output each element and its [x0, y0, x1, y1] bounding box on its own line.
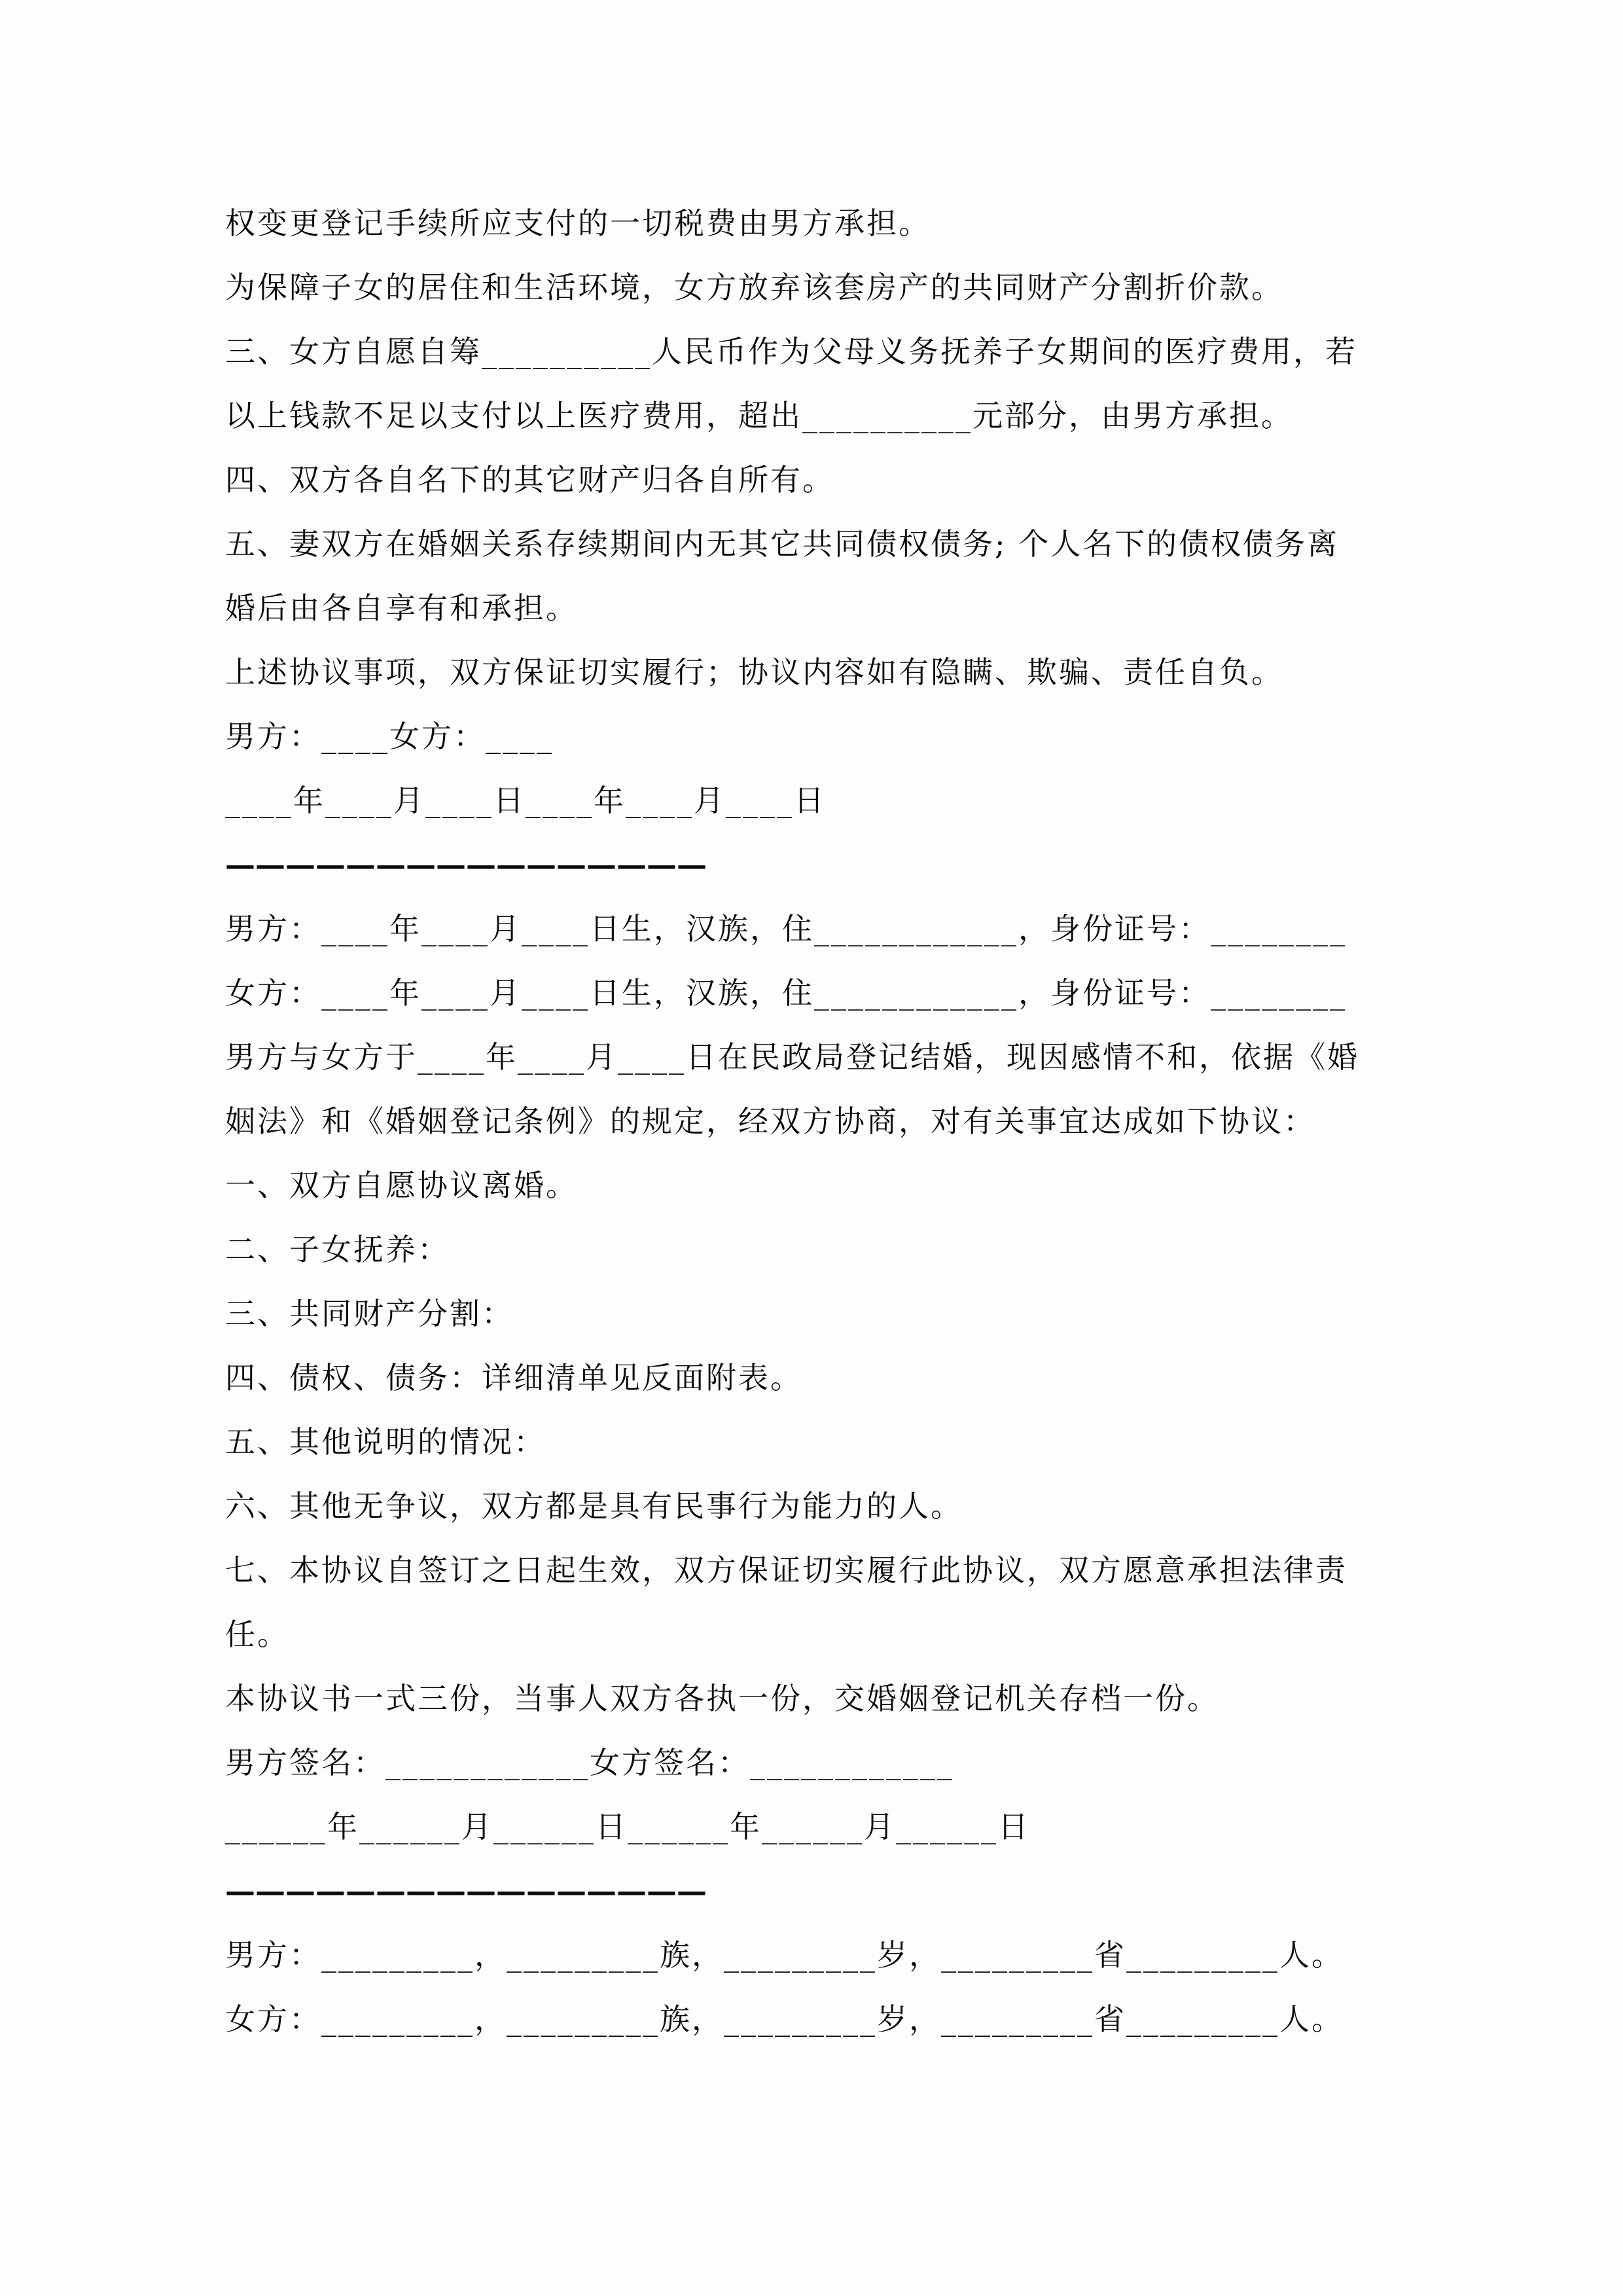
- section-divider-2: ————————————————: [225, 1873, 707, 1909]
- doc-line-item7-cont: 任。: [225, 1617, 289, 1652]
- doc-line-item6-no-dispute: 六、其他无争议，双方都是具有民事行为能力的人。: [225, 1488, 963, 1524]
- doc-line-item1-voluntary-divorce: 一、双方自愿协议离婚。: [225, 1168, 578, 1203]
- doc-line-signature-blanks-2: 男方签名：____________女方签名：____________: [225, 1745, 954, 1780]
- doc-line-item2-child-custody: 二、子女抚养：: [225, 1232, 450, 1267]
- doc-line-item5-other-notes: 五、其他说明的情况：: [225, 1424, 546, 1460]
- doc-line-clause3-medical-funds: 三、女方自愿自筹__________人民币作为父母义务抚养子女期间的医疗费用，若: [225, 334, 1357, 369]
- doc-line-item4-debts-schedule: 四、债权、债务：详细清单见反面附表。: [225, 1360, 802, 1395]
- doc-line-husband-identity: 男方：____年____月____日生，汉族，住____________，身份证号：________: [225, 911, 1347, 946]
- agreement-body-text: [225, 191, 1400, 2051]
- doc-line-wife-profile: 女方：_________，_________族，_________岁，_________省_________人。: [225, 2001, 1344, 2037]
- doc-line-item3-property-division: 三、共同财产分割：: [225, 1296, 514, 1331]
- doc-line-date-blanks-2: ______年______月______日______年______月______日: [225, 1809, 1030, 1844]
- doc-line-legal-basis: 姻法》和《婚姻登记条例》的规定，经双方协商，对有关事宜达成如下协议：: [225, 1103, 1315, 1139]
- section-divider-1: ————————————————: [225, 847, 707, 882]
- doc-line-wife-identity: 女方：____年____月____日生，汉族，住____________，身份证号：________: [225, 975, 1347, 1011]
- doc-line-signature-blanks-1: 男方：____女方：____: [225, 719, 554, 754]
- doc-line-copies: 本协议书一式三份，当事人双方各执一份，交婚姻登记机关存档一份。: [225, 1681, 1219, 1716]
- doc-line-clause4-property: 四、双方各自名下的其它财产归各自所有。: [225, 462, 834, 497]
- doc-line-guarantee: 上述协议事项，双方保证切实履行；协议内容如有隐瞒、欺骗、责任自负。: [225, 655, 1283, 690]
- doc-line-housing-waiver: 为保障子女的居住和生活环境，女方放弃该套房产的共同财产分割折价款。: [225, 270, 1283, 305]
- doc-line-clause5-debts-cont: 婚后由各自享有和承担。: [225, 590, 578, 626]
- doc-line-item7-effectiveness: 七、本协议自签订之日起生效，双方保证切实履行此协议，双方愿意承担法律责: [225, 1552, 1347, 1588]
- doc-line-tax-burden: 权变更登记手续所应支付的一切税费由男方承担。: [225, 206, 931, 241]
- doc-line-clause5-debts: 五、妻双方在婚姻关系存续期间内无其它共同债权债务; 个人名下的债权债务离: [225, 526, 1340, 562]
- doc-line-husband-profile: 男方：_________，_________族，_________岁，_________省_________人。: [225, 1937, 1344, 1973]
- doc-line-marriage-registration: 男方与女方于____年____月____日在民政局登记结婚，现因感情不和，依据《婚: [225, 1039, 1359, 1075]
- doc-line-date-blanks-1: ____年____月____日____年____月____日: [225, 783, 826, 818]
- doc-line-clause3-excess: 以上钱款不足以支付以上医疗费用，超出__________元部分，由男方承担。: [225, 398, 1293, 433]
